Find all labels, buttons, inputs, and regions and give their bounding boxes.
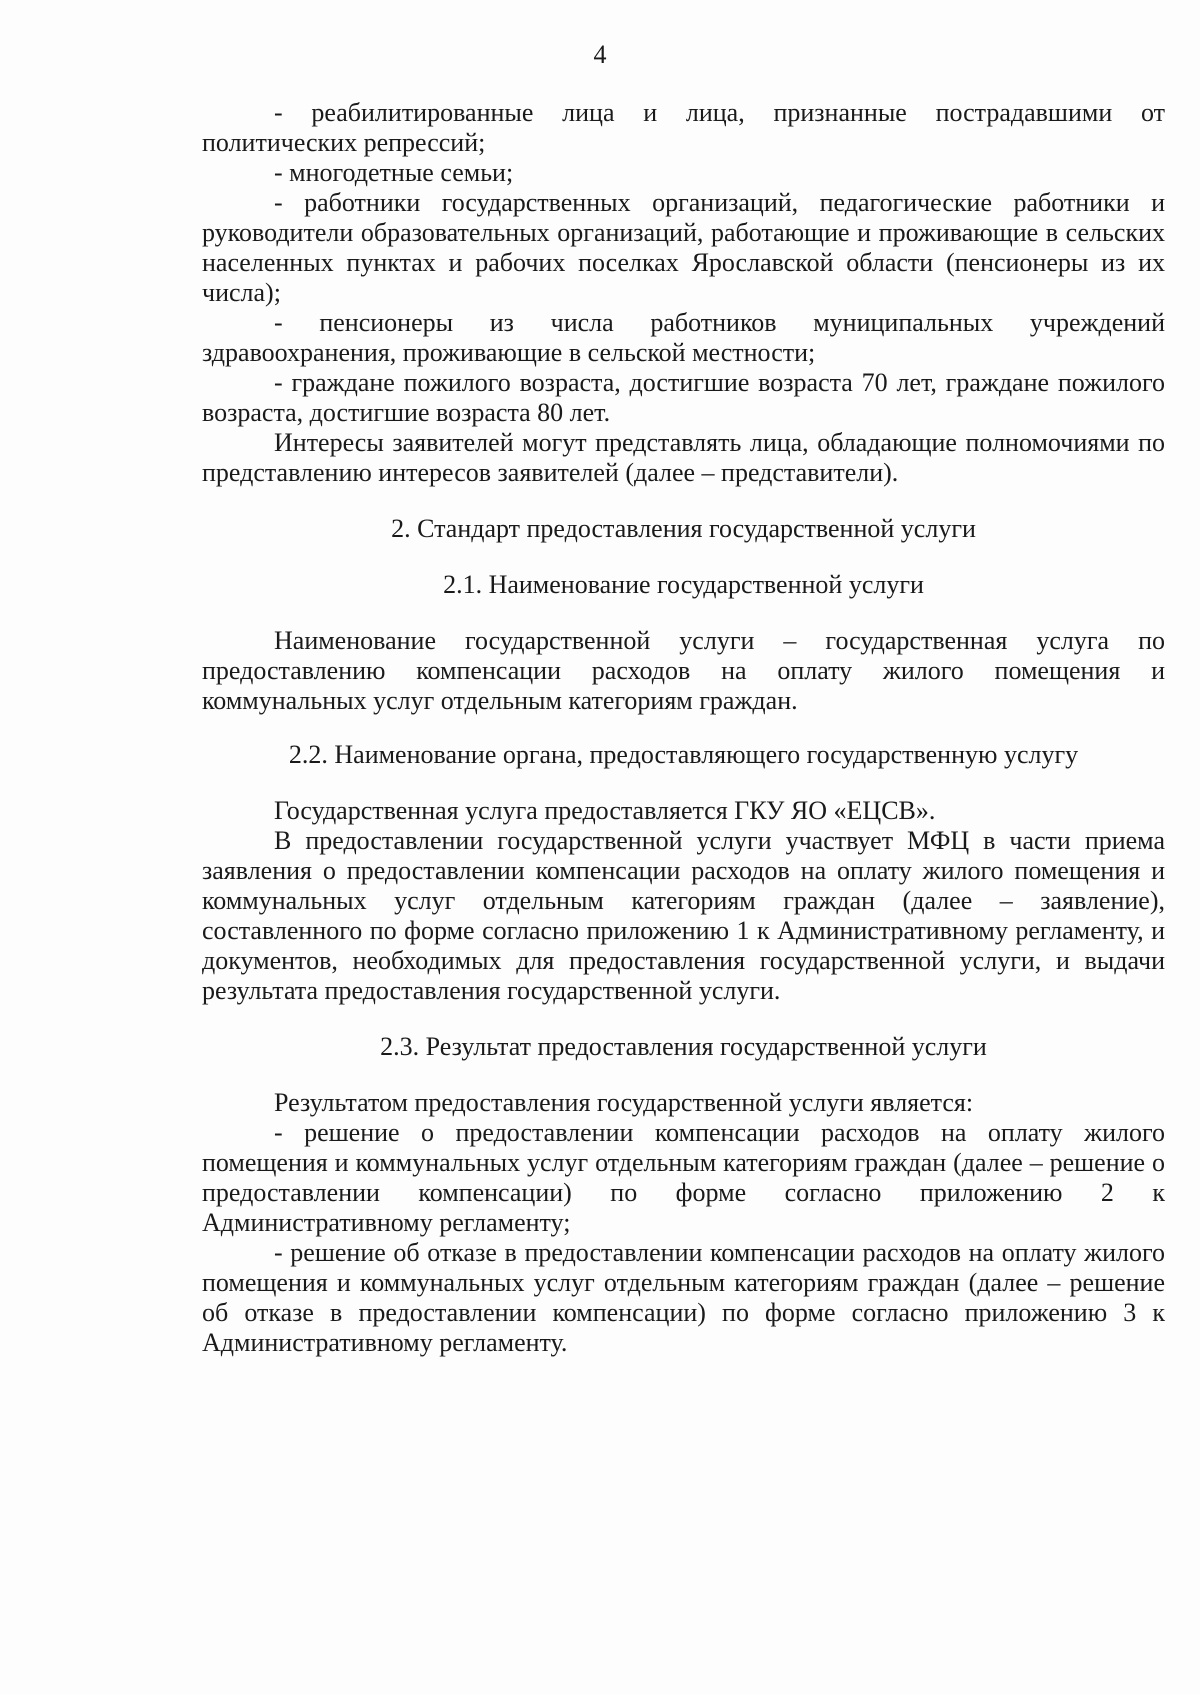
section-2-2-mfc: В предоставлении государственной услуги участвует МФЦ в части приема заявления о предоставлении компенсации расходов на оплату жилого помещения и коммунальных услуг отдельным категориям граждан (далее – заявление), составленного по форме согласно приложению 1 к Административному регламенту, и документов, необходимых для предоставления государственной услуги, и выдачи результата предоставления государственной услуги. — [202, 826, 1165, 1005]
list-item-elderly: - граждане пожилого возраста, достигшие возраста 70 лет, граждане пожилого возраста, достигшие возраста 80 лет. — [202, 368, 1165, 427]
section-2-1-heading: 2.1. Наименование государственной услуги — [443, 570, 924, 599]
section-2-3-intro: Результатом предоставления государственной услуги является: — [274, 1088, 974, 1117]
page-number: 4 — [593, 40, 607, 69]
section-2-3-heading: 2.3. Результат предоставления государственной услуги — [380, 1032, 987, 1061]
representatives-paragraph: Интересы заявителей могут представлять лица, обладающие полномочиями по представлению интересов заявителей (далее – представители). — [202, 428, 1165, 487]
section-2-2-heading: 2.2. Наименование органа, предоставляющего государственную услугу — [288, 740, 1079, 769]
list-item-repressed: - реабилитированные лица и лица, признанные пострадавшими от политических репрессий; — [202, 98, 1165, 157]
list-item-state-workers: - работники государственных организаций, педагогические работники и руководители образовательных организаций, работающие и проживающие в сельских населенных пунктах и рабочих поселках Ярославской области (пенсионеры из их числа); — [202, 188, 1165, 307]
section-2-heading: 2. Стандарт предоставления государственной услуги — [391, 514, 976, 543]
page-content — [202, 98, 1165, 1358]
section-2-3-item-refusal: - решение об отказе в предоставлении компенсации расходов на оплату жилого помещения и коммунальных услуг отдельным категориям граждан (далее – решение об отказе в предоставлении компенсации) по форме согласно приложению 3 к Административному регламенту. — [202, 1238, 1165, 1357]
section-2-1-text: Наименование государственной услуги – государственная услуга по предоставлению компенсации расходов на оплату жилого помещения и коммунальных услуг отдельным категориям граждан. — [202, 626, 1165, 715]
section-2-3-item-grant: - решение о предоставлении компенсации расходов на оплату жилого помещения и коммунальных услуг отдельным категориям граждан (далее – решение о предоставлении компенсации) по форме согласно приложению 2 к Административному регламенту; — [202, 1118, 1165, 1237]
list-item-large-families: - многодетные семьи; — [274, 158, 514, 187]
list-item-healthcare-pensioners: - пенсионеры из числа работников муниципальных учреждений здравоохранения, проживающие в сельской местности; — [202, 308, 1165, 367]
section-2-2-provider: Государственная услуга предоставляется ГКУ ЯО «ЕЦСВ». — [274, 796, 936, 825]
